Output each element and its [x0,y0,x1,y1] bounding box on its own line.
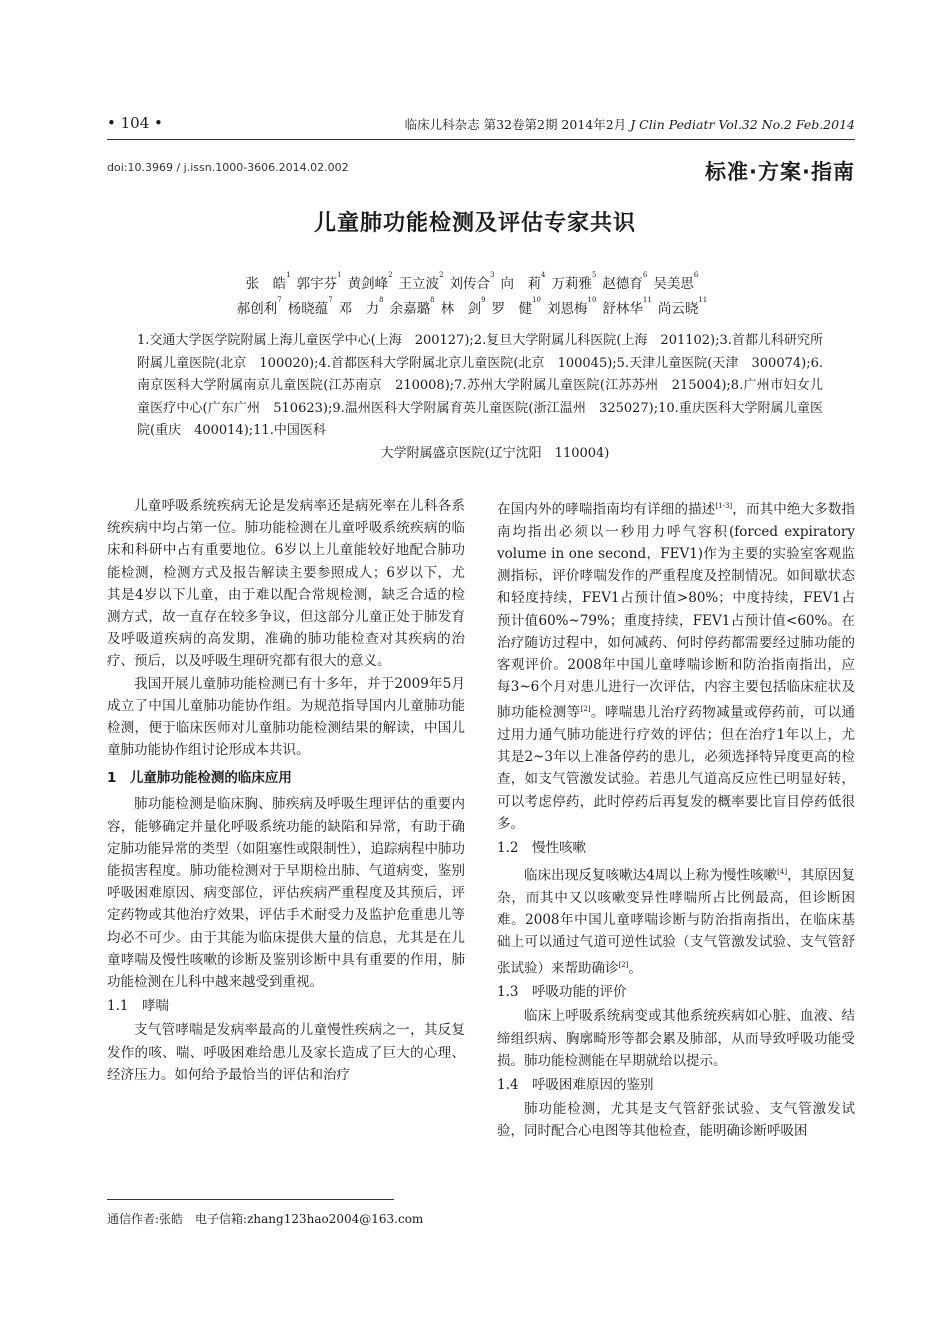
author-affiliation-mark: 10 [532,296,541,304]
corresponding-author-footnote: 通信作者:张皓 电子信箱:zhang123hao2004@163.com [107,1212,424,1226]
right-column [497,495,855,1143]
author-name: 刘恩梅 [547,301,588,317]
paragraph: 儿童呼吸系统疾病无论是发病率还是病死率在儿科各系统疾病中均占第一位。肺功能检测在儿童呼吸系统疾病的临床和科研中占有重要地位。6岁以上儿童能较好地配合肺功能检测，检测方式及报告解读主要参照成人；6岁以下，尤其是4岁以下儿童，由于难以配合常规检测，缺乏合适的检测方式，故一直存在较多争议，但这部分儿童正处于肺发育及呼吸道疾病的高发期，准确的肺功能检查对其疾病的治疗、预后，以及呼吸生理研究都有很大的意义。 [107,498,465,670]
author-affiliation-mark: 6 [693,271,699,279]
section-label: 标准·方案·指南 [705,160,855,184]
subsection-heading: 1.3 呼吸功能的评价 [497,984,627,1001]
header-divider [107,139,855,140]
author-name: 赵德育 [602,276,643,292]
citation[interactable]: [2] [618,960,629,969]
authors-line-2 [0,297,950,317]
footnote-divider [107,1199,394,1200]
affiliations-last-line: 大学附属盛京医院(辽宁沈阳 110004) [380,445,610,461]
paragraph: 支气管哮喘是发病率最高的儿童慢性疾病之一，其反复发作的咳、喘、呼吸困难给患儿及家长造成了巨大的心理、经济压力。如何给予最恰当的评估和治疗 [107,1022,465,1083]
subsection-heading: 1.4 呼吸困难原因的鉴别 [497,1077,654,1094]
author-affiliation-mark: 1 [337,271,342,279]
page-number: • 104 • [107,114,163,132]
author-affiliation-mark: 11 [698,296,708,304]
author-affiliation-mark: 1 [286,271,291,279]
affiliations [137,330,823,465]
subsection-heading: 1.2 慢性咳嗽 [497,840,586,857]
left-column [107,495,465,1086]
journal-name-en: J Clin Pediatr Vol.32 No.2 Feb.2014 [630,117,855,132]
author-name: 余嘉璐 [389,301,431,317]
journal-header [405,115,855,133]
author-affiliation-mark: 8 [379,296,384,304]
paragraph: 在国内外的哮喘指南均有详细的描述[1-3]，而其中绝大多数指南均指出必须以一秒用力呼气容积(forced expiratory volume in one second，FEV1)作为主要的实验室客观监测指标，评价哮喘发作的严重程度及控制情况。如间歇状态和轻度持续，FEV1占预计值>80%；中度持续，FEV1占预计值60%~79%；重度持续，FEV1占预计值<60%。在治疗随访过程中，如何减药、何时停药都需要经过肺功能的客观评价。2008年中国儿童哮喘诊断和防治指南指出，应每3~6个月对患儿进行一次评估，内容主要包括临床症状及肺功能检测等[2]。哮喘患儿治疗药物减量或停药前，可以通过用力通气肺功能进行疗效的评估；但在治疗1年以上，尤其是2~3年以上准备停药的患儿，必须选择特异度更高的检查，如支气管激发试验。若患儿气道高反应性已明显好转，可以考虑停药，此时停药后再复发的概率要比盲目停药低很多。 [497,501,856,832]
citation[interactable]: [4] [777,868,788,877]
author-name: 张 皓 [245,276,287,292]
paragraph: 临床上呼吸系统病变或其他系统疾病如心脏、血液、结缔组织病、胸廓畸形等都会累及肺部，从而导致呼吸功能受损。肺功能检测能在早期就给以提示。 [497,1008,855,1069]
authors-line-1 [0,272,950,292]
author-affiliation-mark: 3 [490,271,495,279]
author-name: 郝创利 [236,301,278,317]
author-affiliation-mark: 7 [328,296,333,304]
author-affiliation-mark: 11 [642,296,652,304]
author-affiliation-mark: 5 [591,271,597,279]
journal-name-cn: 临床儿科杂志 第32卷第2期 2014年2月 [404,117,627,132]
author-affiliation-mark: 2 [439,271,444,279]
author-name: 黄剑峰 [347,276,389,292]
citation[interactable]: [2] [580,705,591,714]
author-name: 刘传合 [449,276,491,292]
author-name: 邓 力 [338,301,380,317]
author-affiliation-mark: 10 [587,296,597,304]
paragraph: 肺功能检测是临床胸、肺疾病及呼吸生理评估的重要内容，能够确定并量化呼吸系统功能的缺陷和异常，有助于确定肺功能异常的类型（如阻塞性或限制性），追踪病程中肺功能损害程度。肺功能检测对于早期检出肺、气道病变，鉴别呼吸困难原因、病变部位，评估疾病严重程度及其预后，评定药物或其他治疗效果，评估手术耐受力及监护危重患儿等均必不可少。由于其能为临床提供大量的信息，尤其是在儿童哮喘及慢性咳嗽的诊断及鉴别诊断中具有重要的作用，肺功能检测在儿科中越来越受到重视。 [107,796,465,991]
citation[interactable]: [1-3] [715,502,733,510]
author-affiliation-mark: 4 [540,271,546,279]
author-affiliation-mark: 2 [388,271,393,279]
author-name: 向 莉 [500,276,541,292]
author-name: 吴美思 [653,276,694,292]
author-name: 林 剑 [440,301,482,317]
author-name: 罗 健 [491,301,533,317]
author-name: 万莉雅 [551,276,592,292]
affiliations-text: 1.交通大学医学院附属上海儿童医学中心(上海 200127);2.复旦大学附属儿科医院(上海 201102);3.首都儿科研究所附属儿童医院(北京 100020);4.首都医科大学附属北京儿童医院(北京 100045);5.天津儿童医院(天津 300074);6.南京医科大学附属南京儿童医院(江苏南京 210008);7.苏州大学附属儿童医院(江苏苏州 215004);8.广州市妇女儿童医疗中心(广东广州 510623);9.温州医科大学附属育英儿童医院(浙江温州 325027);10.重庆医科大学附属儿童医院(重庆 400014);11.中国医科 [137,333,823,438]
author-name: 尚云晓 [657,301,699,317]
paragraph: 肺功能检测，尤其是支气管舒张试验、支气管激发试验，同时配合心电图等其他检查，能明确诊断呼吸困 [497,1101,855,1140]
author-affiliation-mark: 9 [481,296,486,304]
paragraph: 我国开展儿童肺功能检测已有十多年，并于2009年5月成立了中国儿童肺功能协作组。为规范指导国内儿童肺功能检测，便于临床医师对儿童肺功能检测结果的解读，中国儿童肺功能协作组讨论形成本共识。 [107,675,465,759]
author-name: 舒林华 [602,301,643,317]
author-name: 郭宇芬 [296,276,338,292]
subsection-heading: 1.1 哮喘 [107,998,169,1015]
paragraph: 临床出现反复咳嗽达4周以上称为慢性咳嗽[4]，其原因复杂，而其中又以咳嗽变异性哮喘所占比例最高，但诊断困难。2008年中国儿童哮喘诊断与防治指南指出，在临床基础上可以通过气道可逆性试验（支气管激发试验、支气管舒张试验）来帮助确诊[2]。 [497,867,856,977]
author-affiliation-mark: 6 [642,271,648,279]
author-affiliation-mark: 7 [277,296,282,304]
section-heading: 1 儿童肺功能检测的临床应用 [107,770,292,787]
article-title: 儿童肺功能检测及评估专家共识 [313,211,636,236]
author-name: 王立波 [398,276,440,292]
doi: doi:10.3969 / j.issn.1000-3606.2014.02.002 [107,161,349,174]
author-name: 杨晓蕴 [287,301,329,317]
author-affiliation-mark: 8 [430,296,435,304]
